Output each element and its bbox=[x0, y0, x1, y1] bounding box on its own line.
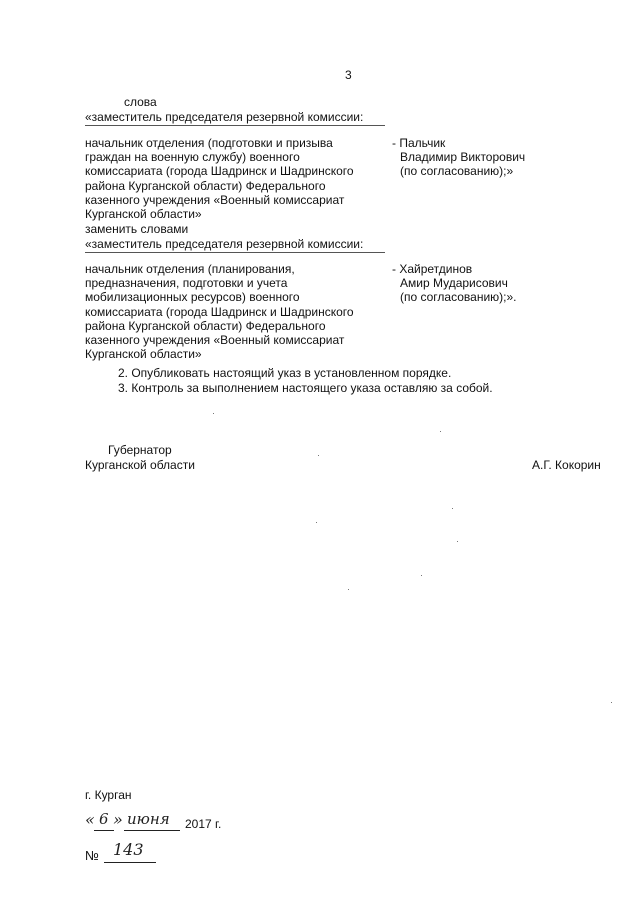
text-line: мобилизационных ресурсов) военного bbox=[85, 290, 300, 305]
scan-speck bbox=[452, 508, 453, 509]
date-day-handwritten: 6 bbox=[99, 810, 109, 828]
date-day-underline bbox=[94, 830, 114, 831]
number-sign: № bbox=[85, 848, 99, 863]
city-label: г. Курган bbox=[85, 788, 132, 802]
scan-speck bbox=[348, 589, 349, 590]
text-line: предназначения, подготовки и учета bbox=[85, 276, 288, 291]
scan-speck bbox=[457, 541, 458, 542]
scan-speck bbox=[316, 522, 317, 523]
words-label: слова bbox=[124, 95, 157, 109]
text-line: района Курганской области) Федерального bbox=[85, 178, 326, 193]
text-line: начальник отделения (подготовки и призыва bbox=[85, 136, 333, 150]
text-line: Владимир Викторович bbox=[400, 150, 526, 165]
scan-speck bbox=[213, 413, 214, 414]
paragraph-3: 3. Контроль за выполнением настоящего указа оставляю за собой. bbox=[118, 381, 493, 395]
new-heading: «заместитель председателя резервной комиссии: bbox=[85, 237, 364, 251]
old-person-text bbox=[392, 136, 525, 179]
divider-rule bbox=[85, 252, 385, 253]
new-position-text bbox=[85, 262, 354, 361]
scan-speck bbox=[421, 575, 422, 576]
divider-rule bbox=[85, 125, 385, 126]
page-number: 3 bbox=[345, 68, 352, 82]
text-line: комиссариата (города Шадринск и Шадринского bbox=[85, 164, 354, 179]
text-line: - Хайретдинов bbox=[392, 262, 473, 276]
date-month-handwritten: июня bbox=[127, 810, 170, 828]
replace-label: заменить словами bbox=[85, 222, 189, 236]
text-line: начальник отделения (планирования, bbox=[85, 262, 295, 276]
number-underline bbox=[104, 862, 156, 863]
new-person-text bbox=[392, 262, 517, 305]
text-line: (по согласованию);». bbox=[400, 290, 517, 305]
old-heading: «заместитель председателя резервной комиссии: bbox=[85, 110, 364, 124]
text-line: района Курганской области) Федерального bbox=[85, 318, 326, 333]
signatory-region: Курганской области bbox=[85, 458, 195, 472]
scan-speck bbox=[318, 455, 319, 456]
text-line: (по согласованию);» bbox=[400, 164, 514, 179]
date-open-quote: « bbox=[85, 810, 95, 829]
text-line: казенного учреждения «Военный комиссариат bbox=[85, 192, 345, 207]
number-handwritten: 143 bbox=[113, 840, 144, 859]
date-close-quote: » bbox=[113, 810, 123, 829]
text-line: Курганской области» bbox=[85, 347, 202, 362]
scan-speck bbox=[611, 702, 612, 703]
date-year: 2017 г. bbox=[185, 817, 222, 831]
text-line: казенного учреждения «Военный комиссариат bbox=[85, 333, 345, 348]
text-line: Курганской области» bbox=[85, 207, 202, 222]
old-position-text bbox=[85, 136, 354, 221]
signatory-name: А.Г. Кокорин bbox=[532, 458, 601, 472]
text-line: Амир Мударисович bbox=[400, 276, 508, 291]
paragraph-2: 2. Опубликовать настоящий указ в установленном порядке. bbox=[118, 366, 452, 380]
date-month-underline bbox=[124, 830, 180, 831]
signatory-title: Губернатор bbox=[108, 443, 172, 457]
text-line: - Пальчик bbox=[392, 136, 446, 150]
scan-speck bbox=[440, 431, 441, 432]
text-line: комиссариата (города Шадринск и Шадринского bbox=[85, 304, 354, 319]
text-line: граждан на военную службу) военного bbox=[85, 150, 300, 165]
